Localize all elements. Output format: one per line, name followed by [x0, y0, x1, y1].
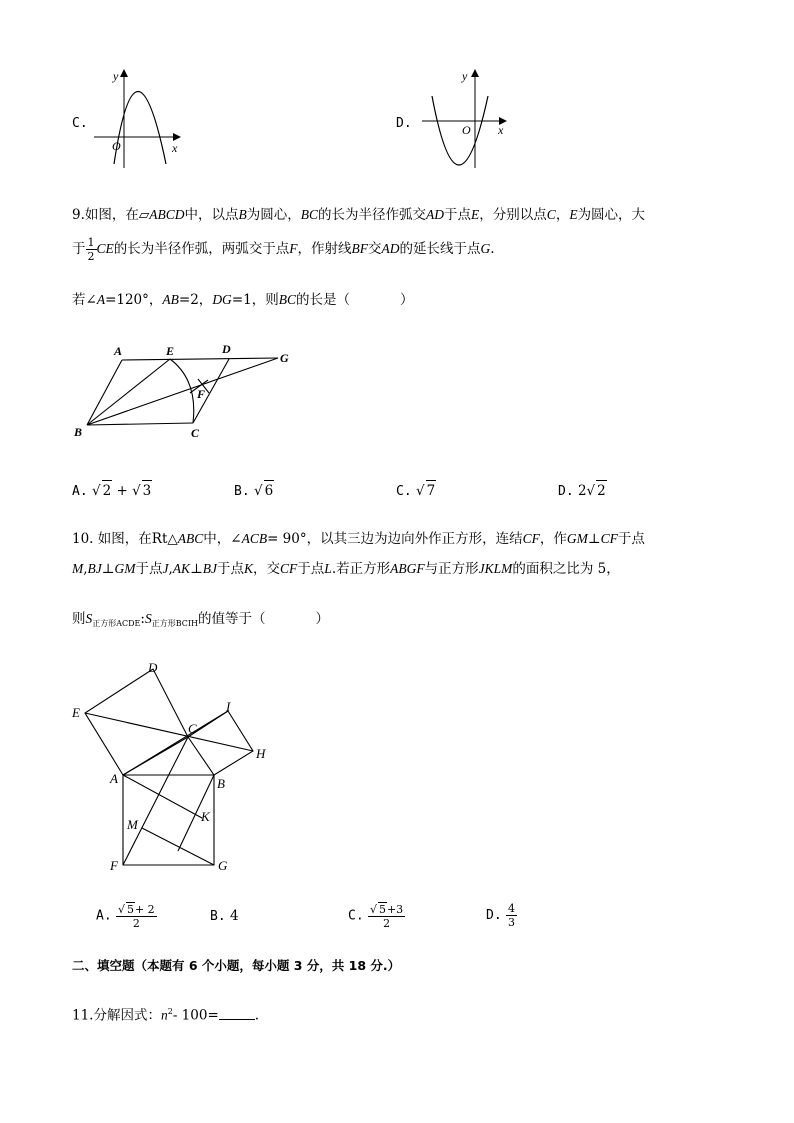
q9-label-e: E	[166, 344, 175, 358]
q9-figure	[60, 335, 310, 445]
q10-label-a: A	[110, 771, 118, 786]
q10-label-d: D	[148, 660, 158, 675]
q10-label-b: B	[217, 776, 225, 791]
q10-label-h: H	[256, 746, 266, 761]
q9-option-b: B. √ 6	[234, 480, 274, 502]
q8-graph-d	[418, 64, 518, 174]
q9-line-1: 9.如图，在▱ABCD中，以点B为圆心，BC的长为半径作弧交AD于点E，分别以点C，E为圆心，大	[72, 207, 646, 223]
q8-option-d-label: D.	[396, 116, 412, 131]
q11-answer-blank[interactable]	[219, 1005, 255, 1020]
q9-label-a: A	[114, 344, 123, 358]
q9-label-g: G	[280, 351, 289, 365]
q9-fraction: $\frac{1}{2}$	[87, 236, 95, 263]
q8c-origin-label: O	[112, 139, 121, 153]
q10-option-b: B. 4	[210, 908, 239, 924]
q10-label-e: E	[72, 705, 80, 720]
q9-line-3: 若∠A=120°，AB=2，DG=1，则BC的长是（ ）	[72, 292, 414, 308]
q9-option-a: A. √ 2 + √ 3	[72, 480, 152, 502]
q8-graph-c	[88, 64, 198, 174]
q9-label-d: D	[222, 342, 231, 356]
q9-option-d: D. 2√ 2	[558, 480, 607, 502]
q10-line-1: 10. 如图，在Rt△ABC中，∠ACB= 90°，以其三边为边向外作正方形，连结CF，作GM⊥CF于点	[72, 531, 645, 547]
q8c-x-label: x	[172, 141, 178, 155]
q10-label-c: C	[188, 721, 197, 736]
q10-label-g: G	[218, 858, 228, 873]
q9-label-c: C	[191, 426, 200, 440]
q10-figure	[60, 655, 290, 880]
q8-option-c-label: C.	[72, 116, 88, 131]
q9-line-2: 于 $\frac{1}{2}$ CE的长为半径作弧，两弧交于点F，作射线BF交AD的延长线于点G.	[72, 236, 495, 263]
q8c-y-label: y	[113, 69, 119, 83]
q9-label-f: F	[197, 387, 206, 401]
q9-label-b: B	[74, 425, 83, 439]
q10-label-m: M	[127, 817, 138, 832]
q10-line-3: 则$S_{正方形ACDE}:S_{正方形BCIH}$的值等于（ ）	[72, 611, 330, 628]
q10-label-i: I	[226, 699, 231, 714]
q10-line-2: M,BJ⊥GM于点J,AK⊥BJ于点K，交CF于点L.若正方形ABGF与正方形JKLM的面积之比为 5，	[72, 561, 620, 577]
q10-label-k: K	[201, 809, 210, 824]
q10-option-c: C. $\frac{√ 5+3}{2}$	[348, 903, 404, 930]
q10-option-d: D. $\frac{4}{3}$	[486, 902, 515, 929]
section-2-title: 二、填空题（本题有 6 个小题，每小题 3 分，共 18 分.）	[72, 958, 401, 973]
q8d-x-label: x	[498, 123, 504, 137]
q8d-origin-label: O	[462, 123, 471, 137]
q9-option-c: C. √ 7	[396, 480, 436, 502]
q8d-y-label: y	[462, 69, 468, 83]
q10-option-a: A. $\frac{√ 5+ 2}{2}$	[96, 903, 155, 930]
q10-label-f: F	[110, 858, 118, 873]
q11-line: 11.分解因式：$n^2-$ 100= .	[72, 1002, 259, 1026]
